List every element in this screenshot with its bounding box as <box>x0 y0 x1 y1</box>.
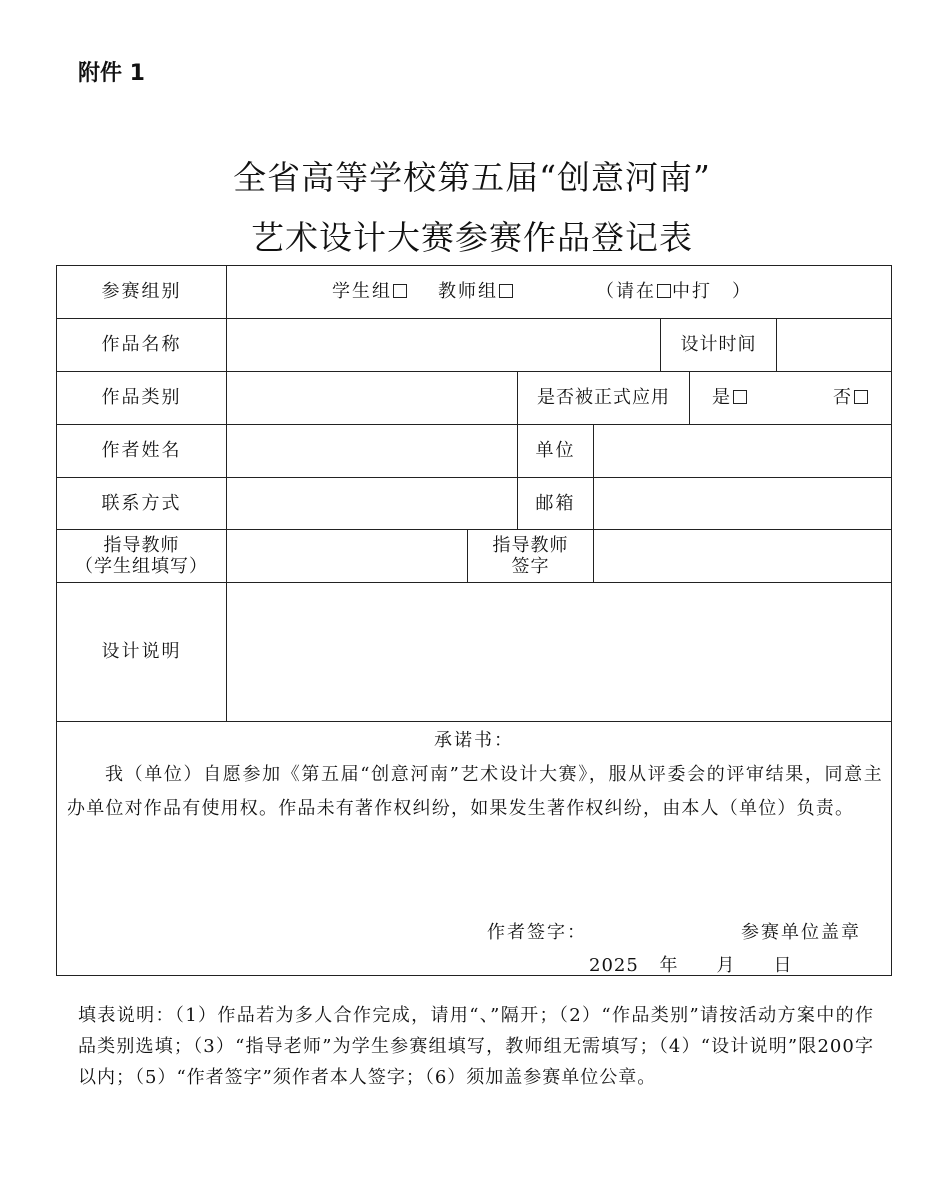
pledge-text: 我（单位）自愿参加《第五届“创意河南”艺术设计大赛》，服从评委会的评审结果，同意主办单位对作品有使用权。作品未有著作权纠纷，如果发生著作权纠纷，由本人（单位）负责。 <box>67 764 883 819</box>
teacher-group-option[interactable] <box>438 281 514 303</box>
group-label: 参赛组别 <box>101 281 182 302</box>
attachment-label: 附件 1 <box>78 61 145 86</box>
design-time-field[interactable] <box>777 319 891 371</box>
applied-label: 是否被正式应用 <box>537 387 670 408</box>
work-name-field[interactable] <box>227 319 660 371</box>
unit-seal-label: 参赛单位盖章 <box>741 922 861 943</box>
advisor-label-line1: 指导教师 <box>103 535 180 556</box>
contact-label: 联系方式 <box>101 492 182 514</box>
work-category-label: 作品类别 <box>101 387 182 408</box>
applied-yes-label: 是 <box>712 387 732 408</box>
applied-no-label: 否 <box>833 387 853 408</box>
registration-form-table <box>56 265 892 976</box>
author-name-field[interactable] <box>227 425 517 477</box>
student-group-checkbox[interactable] <box>393 284 407 298</box>
student-group-label: 学生组 <box>332 281 392 302</box>
advisor-field[interactable] <box>227 530 467 582</box>
unit-label: 单位 <box>535 440 576 461</box>
email-field[interactable] <box>594 478 891 529</box>
email-label: 邮箱 <box>535 492 576 514</box>
unit-field[interactable] <box>594 425 891 477</box>
tick-hint-prefix: （请在 <box>596 281 656 302</box>
tick-hint-suffix: 中打 ） <box>672 281 752 302</box>
contact-field[interactable] <box>227 478 517 529</box>
pledge-title: 承诺书： <box>434 730 514 751</box>
group-options <box>227 266 891 318</box>
form-title-line1: 全省高等学校第五届“创意河南” <box>233 158 711 197</box>
tick-hint <box>596 281 752 303</box>
author-name-label: 作者姓名 <box>101 440 182 461</box>
applied-no-checkbox[interactable] <box>854 390 868 404</box>
work-category-field[interactable] <box>227 372 517 424</box>
applied-no-option[interactable] <box>833 387 869 409</box>
advisor-sign-label <box>468 530 593 582</box>
student-group-option[interactable] <box>332 281 408 303</box>
form-title-line2: 艺术设计大赛参赛作品登记表 <box>251 218 693 257</box>
design-desc-label: 设计说明 <box>101 641 182 662</box>
advisor-sign-field[interactable] <box>594 530 891 582</box>
design-desc-field[interactable] <box>227 583 891 721</box>
applied-yes-checkbox[interactable] <box>733 390 747 404</box>
applied-options <box>690 372 891 424</box>
teacher-group-label: 教师组 <box>438 281 498 302</box>
advisor-label <box>57 530 226 582</box>
fill-instructions: 填表说明：（1）作品若为多人合作完成，请用“、”隔开；（2）“作品类别”请按活动方案中的作品类别选填；（3）“指导老师”为学生参赛组填写，教师组无需填写；（4）“设计说明”限200字以内；（5）“作者签字”须作者本人签字；（6）须加盖参赛单位公章。 <box>78 1005 874 1088</box>
applied-yes-option[interactable] <box>712 387 748 409</box>
design-time-label: 设计时间 <box>680 334 757 355</box>
work-name-label: 作品名称 <box>101 334 182 355</box>
author-signature-label: 作者签字： <box>487 922 587 943</box>
advisor-sign-label-line2: 签字 <box>511 556 550 577</box>
teacher-group-checkbox[interactable] <box>499 284 513 298</box>
advisor-label-line2: （学生组填写） <box>75 556 208 577</box>
tick-hint-box <box>657 284 671 298</box>
pledge-date: 2025 年 月 日 <box>589 955 793 976</box>
advisor-sign-label-line1: 指导教师 <box>492 535 569 556</box>
row-divider <box>57 721 891 722</box>
